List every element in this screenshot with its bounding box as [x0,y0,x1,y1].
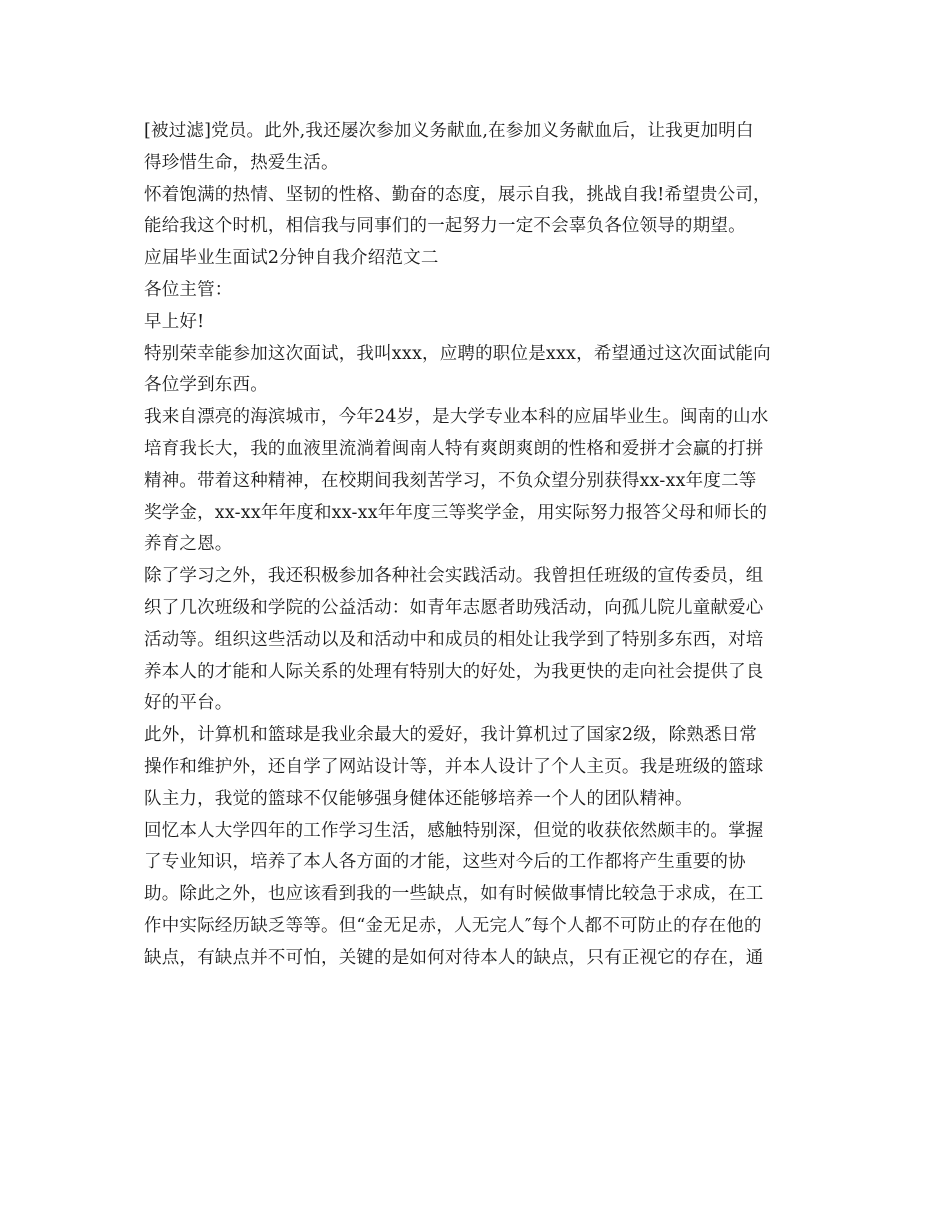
text-line: 养本人的才能和人际关系的处理有特别大的好处，为我更快的走向社会提供了良 [144,661,764,682]
text-line: 好的平台。 [144,693,233,714]
text-line: 我来自漂亮的海滨城市，今年24岁，是大学专业本科的应届毕业生。闽南的山水 [144,407,769,428]
text-line: 怀着饱满的热情、坚韧的性格、勤奋的态度，展示自我，挑战自我!希望贵公司， [144,184,771,205]
text-line: 回忆本人大学四年的工作学习生活，感触特别深，但觉的收获依然颇丰的。掌握 [144,820,764,841]
text-line: 奖学金，xx-xx年年度和xx-xx年年度三等奖学金，用实际努力报答父母和师长的 [144,502,768,523]
text-line: 缺点，有缺点并不可怕，关键的是如何对待本人的缺点，只有正视它的存在，通 [144,947,764,968]
text-line: 各位学到东西。 [144,375,268,396]
text-line: [被过滤]党员。此外,我还屡次参加义务献血,在参加义务献血后，让我更加明白 [144,121,754,141]
text-line: 助。除此之外，也应该看到我的一些缺点，如有时候做事情比较急于求成，在工 [144,884,764,905]
text-line: 精神。带着这种精神，在校期间我刻苦学习，不负众望分别获得xx-xx年度二等 [144,470,757,491]
text-line: 能给我这个时机，相信我与同事们的一起努力一定不会辜负各位领导的期望。 [144,216,746,237]
text-line: 养育之恩。 [144,534,233,555]
text-line: 了专业知识，培养了本人各方面的才能，这些对今后的工作都将产生重要的协 [144,852,746,873]
text-line: 活动等。组织这些活动以及和活动中和成员的相处让我学到了特别多东西，对培 [144,629,764,650]
text-line: 此外，计算机和篮球是我业余最大的爱好，我计算机过了国家2级，除熟悉日常 [144,725,758,746]
salutation: 各位主管： [144,279,233,300]
text-line: 织了几次班级和学院的公益活动：如青年志愿者助残活动，向孤儿院儿童献爱心 [144,597,764,618]
text-line: 操作和维护外，还自学了网站设计等，并本人设计了个人主页。我是班级的篮球 [144,756,764,777]
section-heading: 应届毕业生面试2分钟自我介绍范文二 [144,248,439,269]
greeting: 早上好! [144,311,205,332]
text-line: 除了学习之外，我还积极参加各种社会实践活动。我曾担任班级的宣传委员，组 [144,566,764,587]
text-line: 队主力，我觉的篮球不仅能够强身健体还能够培养一个人的团队精神。 [144,788,693,809]
text-line: 特别荣幸能参加这次面试，我叫xxx，应聘的职位是xxx，希望通过这次面试能向 [144,343,771,364]
text-line: 作中实际经历缺乏等等。但“金无足赤，人无完人″每个人都不可防止的存在他的 [144,915,762,936]
text-line: 培育我长大，我的血液里流淌着闽南人特有爽朗爽朗的性格和爱拼才会赢的打拼 [144,438,764,459]
text-line: 得珍惜生命，热爱生活。 [144,152,339,173]
document-body [144,116,814,975]
